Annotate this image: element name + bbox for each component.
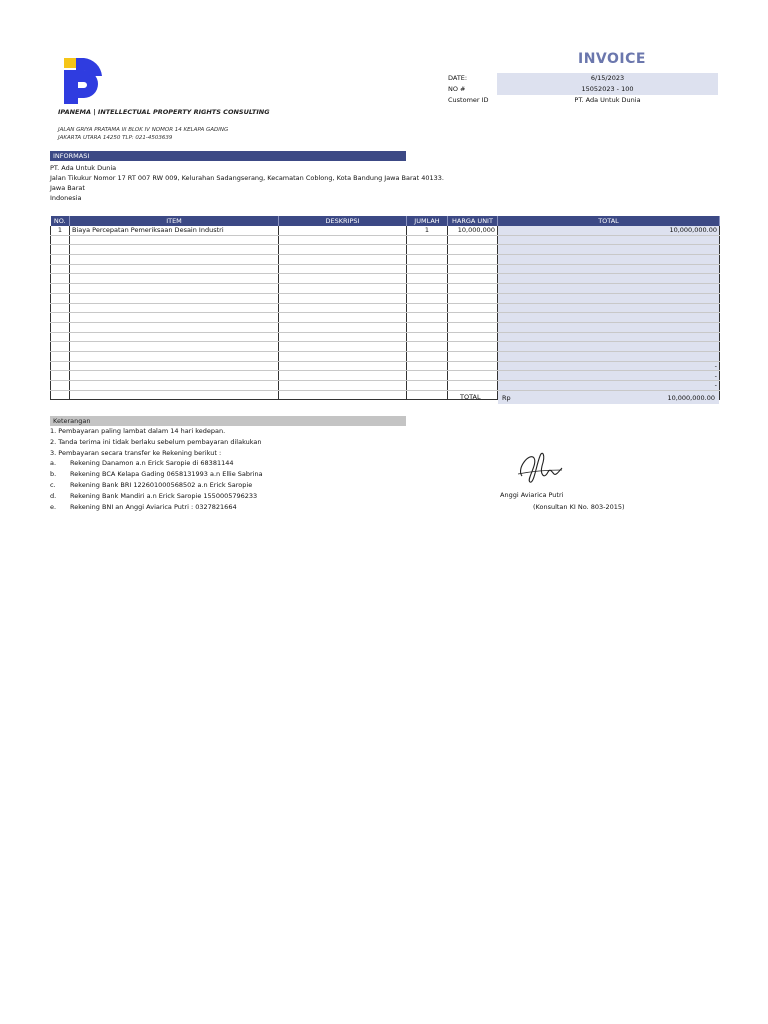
row-total: -: [498, 371, 720, 381]
row-unit-price: [448, 274, 498, 284]
company-address-line2: JAKARTA UTARA 14250 TLP: 021-4503639: [58, 135, 173, 141]
row-no: [51, 245, 70, 255]
row-description: [279, 322, 407, 332]
row-unit-price: [448, 264, 498, 274]
col-header-unit-price: HARGA UNIT: [448, 216, 498, 226]
row-item: [70, 390, 279, 400]
date-label: DATE:: [448, 74, 468, 82]
account-key: e.: [50, 502, 57, 511]
row-description: [279, 390, 407, 400]
row-description: [279, 264, 407, 274]
no-label: NO #: [448, 85, 466, 93]
row-unit-price: [448, 313, 498, 323]
info-line: Indonesia: [50, 194, 82, 202]
row-description: [279, 342, 407, 352]
table-row: [51, 313, 720, 323]
row-item: [70, 332, 279, 342]
row-item: [70, 274, 279, 284]
row-item: [70, 342, 279, 352]
company-address-line1: JALAN GRIYA PRATAMA III BLOK IV NOMOR 14 KELAPA GADING: [58, 127, 229, 133]
row-quantity: 1: [407, 226, 448, 235]
col-header-quantity: JUMLAH: [407, 216, 448, 226]
row-total: [498, 235, 720, 245]
row-total: [498, 332, 720, 342]
information-block: [50, 163, 444, 203]
row-quantity: [407, 313, 448, 323]
row-total: [498, 264, 720, 274]
row-total: [498, 342, 720, 352]
signature-image: [512, 446, 564, 488]
row-description: [279, 284, 407, 294]
row-total: [498, 293, 720, 303]
row-no: [51, 371, 70, 381]
company-logo: [56, 56, 106, 106]
row-unit-price: [448, 293, 498, 303]
table-row: [51, 245, 720, 255]
row-item: [70, 264, 279, 274]
row-no: [51, 284, 70, 294]
row-item: [70, 381, 279, 391]
table-row: [51, 235, 720, 245]
row-quantity: [407, 264, 448, 274]
row-description: [279, 381, 407, 391]
row-total: [498, 322, 720, 332]
row-item: Biaya Percepatan Pemeriksaan Desain Industri: [70, 226, 279, 235]
information-header: INFORMASI: [50, 151, 406, 161]
row-unit-price: [448, 322, 498, 332]
row-description: [279, 274, 407, 284]
row-item: [70, 371, 279, 381]
table-row: [51, 371, 720, 381]
row-unit-price: [448, 371, 498, 381]
row-item: [70, 361, 279, 371]
account-text: Rekening Bank Mandiri a.n Erick Saropie 1550005796233: [70, 491, 258, 500]
row-item: [70, 303, 279, 313]
row-quantity: [407, 284, 448, 294]
table-row: [51, 322, 720, 332]
notes-header: Keterangan: [50, 416, 406, 426]
account-key: c.: [50, 480, 56, 489]
info-line: Jalan Tikukur Nomor 17 RT 007 RW 009, Kelurahan Sadangserang, Kecamatan Coblong, Kota Bandung Jawa Barat 40133.: [50, 174, 444, 182]
row-unit-price: [448, 361, 498, 371]
invoice-meta: [448, 73, 718, 106]
row-no: [51, 303, 70, 313]
row-quantity: [407, 245, 448, 255]
col-header-total: TOTAL: [498, 216, 720, 226]
notes-block: [50, 426, 263, 512]
row-description: [279, 255, 407, 265]
bank-account-item: [50, 480, 263, 491]
table-row: [51, 274, 720, 284]
row-description: [279, 293, 407, 303]
account-text: Rekening Danamon a.n Erick Saropie di 68381144: [70, 459, 234, 468]
row-quantity: [407, 322, 448, 332]
row-no: [51, 361, 70, 371]
row-unit-price: [448, 381, 498, 391]
row-unit-price: [448, 351, 498, 361]
row-item: [70, 245, 279, 255]
grand-total-currency: Rp: [502, 394, 511, 402]
table-row: [51, 226, 720, 235]
table-row: [51, 342, 720, 352]
bank-account-item: [50, 502, 263, 513]
table-row: [51, 293, 720, 303]
row-no: [51, 322, 70, 332]
row-no: [51, 264, 70, 274]
row-no: [51, 313, 70, 323]
row-unit-price: [448, 284, 498, 294]
table-row: [51, 332, 720, 342]
row-total: [498, 313, 720, 323]
row-total: [498, 245, 720, 255]
row-total: -: [498, 381, 720, 391]
row-unit-price: [448, 303, 498, 313]
col-header-item: ITEM: [70, 216, 279, 226]
row-no: [51, 342, 70, 352]
table-row: [51, 381, 720, 391]
row-quantity: [407, 255, 448, 265]
col-header-no: NO.: [51, 216, 70, 226]
row-item: [70, 255, 279, 265]
account-key: a.: [50, 459, 57, 468]
row-quantity: [407, 332, 448, 342]
row-quantity: [407, 235, 448, 245]
row-item: [70, 313, 279, 323]
row-unit-price: [448, 332, 498, 342]
note-line: 2. Tanda terima ini tidak berlaku sebelum pembayaran dilakukan: [50, 437, 262, 446]
table-row: [51, 264, 720, 274]
company-name: IPANEMA | INTELLECTUAL PROPERTY RIGHTS CONSULTING: [58, 108, 270, 116]
bank-account-item: [50, 458, 263, 469]
row-description: [279, 303, 407, 313]
customer-value: PT. Ada Untuk Dunia: [574, 96, 641, 104]
row-description: [279, 351, 407, 361]
table-row: [51, 303, 720, 313]
row-item: [70, 322, 279, 332]
signatory-role: (Konsultan KI No. 803-2015): [533, 503, 625, 511]
row-quantity: [407, 381, 448, 391]
row-quantity: [407, 390, 448, 400]
meta-date-row: [448, 73, 718, 84]
row-unit-price: 10,000,000: [448, 226, 498, 235]
bank-account-item: [50, 469, 263, 480]
row-description: [279, 245, 407, 255]
account-text: Rekening BCA Kelapa Gading 0658131993 a.n Ellie Sabrina: [70, 470, 263, 479]
info-line: Jawa Barat: [50, 184, 85, 192]
row-total: [498, 351, 720, 361]
row-total: 10,000,000.00: [498, 226, 720, 235]
table-row: [51, 255, 720, 265]
invoice-title: INVOICE: [578, 51, 646, 67]
grand-total-box: [498, 392, 719, 404]
row-item: [70, 351, 279, 361]
grand-total-label: TOTAL: [460, 393, 481, 401]
row-quantity: [407, 361, 448, 371]
row-total: [498, 255, 720, 265]
row-description: [279, 332, 407, 342]
row-unit-price: [448, 255, 498, 265]
customer-label: Customer ID: [448, 96, 489, 104]
account-key: b.: [50, 470, 57, 479]
row-item: [70, 235, 279, 245]
row-unit-price: [448, 342, 498, 352]
row-unit-price: [448, 235, 498, 245]
items-table: [50, 216, 720, 400]
row-quantity: [407, 274, 448, 284]
row-item: [70, 293, 279, 303]
row-total: -: [498, 361, 720, 371]
table-row: [51, 351, 720, 361]
row-quantity: [407, 342, 448, 352]
date-value: 6/15/2023: [497, 73, 718, 84]
row-quantity: [407, 351, 448, 361]
no-value: 15052023 - 100: [497, 84, 718, 95]
col-header-description: DESKRIPSI: [279, 216, 407, 226]
row-no: [51, 381, 70, 391]
row-quantity: [407, 293, 448, 303]
table-row: [51, 361, 720, 371]
row-description: [279, 361, 407, 371]
row-no: [51, 274, 70, 284]
row-no: 1: [51, 226, 70, 235]
row-no: [51, 293, 70, 303]
row-total: [498, 274, 720, 284]
row-no: [51, 255, 70, 265]
table-header-row: [51, 216, 720, 226]
row-description: [279, 313, 407, 323]
row-description: [279, 371, 407, 381]
row-no: [51, 235, 70, 245]
row-no: [51, 390, 70, 400]
signatory-name: Anggi Aviarica Putri: [500, 491, 564, 499]
info-line: PT. Ada Untuk Dunia: [50, 164, 117, 172]
row-description: [279, 226, 407, 235]
meta-no-row: [448, 84, 718, 95]
note-line: 1. Pembayaran paling lambat dalam 14 hari kedepan.: [50, 427, 226, 435]
row-quantity: [407, 371, 448, 381]
row-description: [279, 235, 407, 245]
company-address: [58, 126, 228, 142]
row-unit-price: [448, 245, 498, 255]
row-item: [70, 284, 279, 294]
row-quantity: [407, 303, 448, 313]
account-text: Rekening Bank BRI 122601000568502 a.n Erick Saropie: [70, 480, 253, 489]
row-total: [498, 303, 720, 313]
row-total: [498, 284, 720, 294]
note-line: 3. Pembayaran secara transfer ke Rekening berikut :: [50, 448, 222, 457]
row-no: [51, 351, 70, 361]
account-key: d.: [50, 491, 57, 500]
grand-total-value: 10,000,000.00: [667, 394, 715, 402]
row-no: [51, 332, 70, 342]
bank-account-item: [50, 491, 263, 502]
meta-customer-row: [448, 95, 718, 106]
table-row: [51, 284, 720, 294]
account-text: Rekening BNI an Anggi Aviarica Putri : 0327821664: [70, 502, 237, 511]
